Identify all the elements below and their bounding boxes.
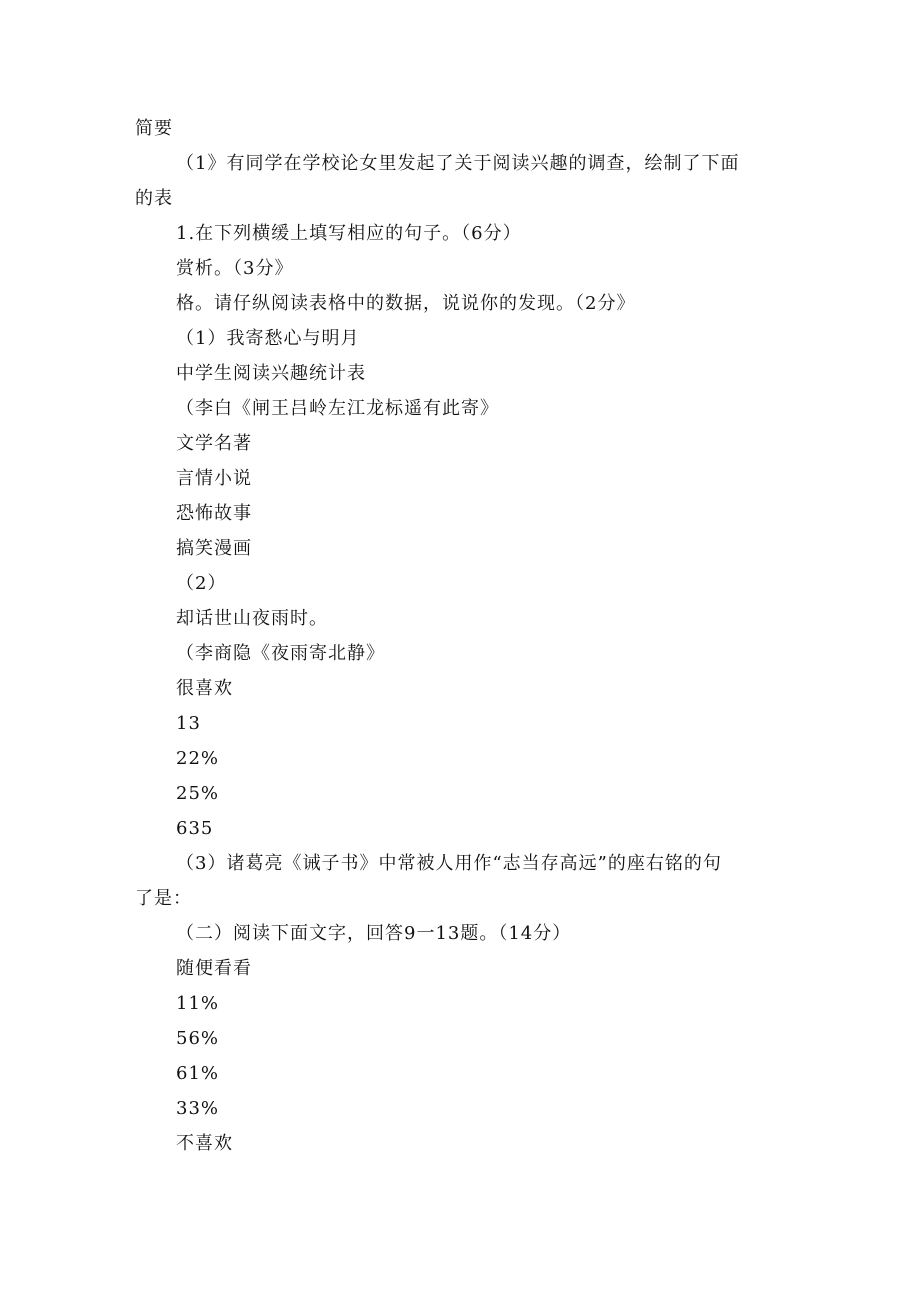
text-line: （李商隐《夜雨寄北静》 xyxy=(176,643,385,664)
text-line: 的表 xyxy=(135,188,173,209)
text-line: （2） xyxy=(176,573,227,594)
text-line: 13 xyxy=(176,713,201,734)
text-line: 56% xyxy=(176,1028,220,1049)
text-line: 文学名著 xyxy=(176,433,252,454)
text-line: 11% xyxy=(176,993,220,1014)
text-line: 了是： xyxy=(135,888,192,909)
text-line: 25% xyxy=(176,783,220,804)
text-line: 1.在下列横缓上填写相应的句子。（6分） xyxy=(176,223,522,244)
text-line: 中学生阅读兴趣统计表 xyxy=(176,363,366,384)
text-line: 搞笑漫画 xyxy=(176,538,252,559)
text-line: 言情小说 xyxy=(176,468,252,489)
text-line: 不喜欢 xyxy=(176,1133,233,1154)
text-line: 却话世山夜雨时。 xyxy=(176,608,328,629)
text-line: （1）我寄愁心与明月 xyxy=(176,328,360,349)
text-line: 33% xyxy=(176,1098,220,1119)
text-line: 格。请仔纵阅读表格中的数据，说说你的发现。（2分》 xyxy=(176,293,636,314)
text-line: 635 xyxy=(176,818,214,839)
text-line: 随便看看 xyxy=(176,958,252,979)
text-line: 很喜欢 xyxy=(176,678,233,699)
text-line: （二）阅读下面文字，回答9一13题。（14分） xyxy=(176,923,572,944)
text-line: （3）诸葛亮《诫子书》中常被人用作“志当存高远”的座右铭的句 xyxy=(176,853,722,874)
text-line: （李白《闸王吕岭左江龙标遥有此寄》 xyxy=(176,398,499,419)
text-line: 61% xyxy=(176,1063,220,1084)
text-line: 恐怖故事 xyxy=(176,503,252,524)
text-line: （1》有同学在学校论女里发起了关于阅读兴趣的调查，绘制了下面 xyxy=(176,153,740,174)
text-line: 22% xyxy=(176,748,220,769)
text-line: 赏析。（3分》 xyxy=(176,258,294,279)
text-line: 简要 xyxy=(135,118,173,139)
